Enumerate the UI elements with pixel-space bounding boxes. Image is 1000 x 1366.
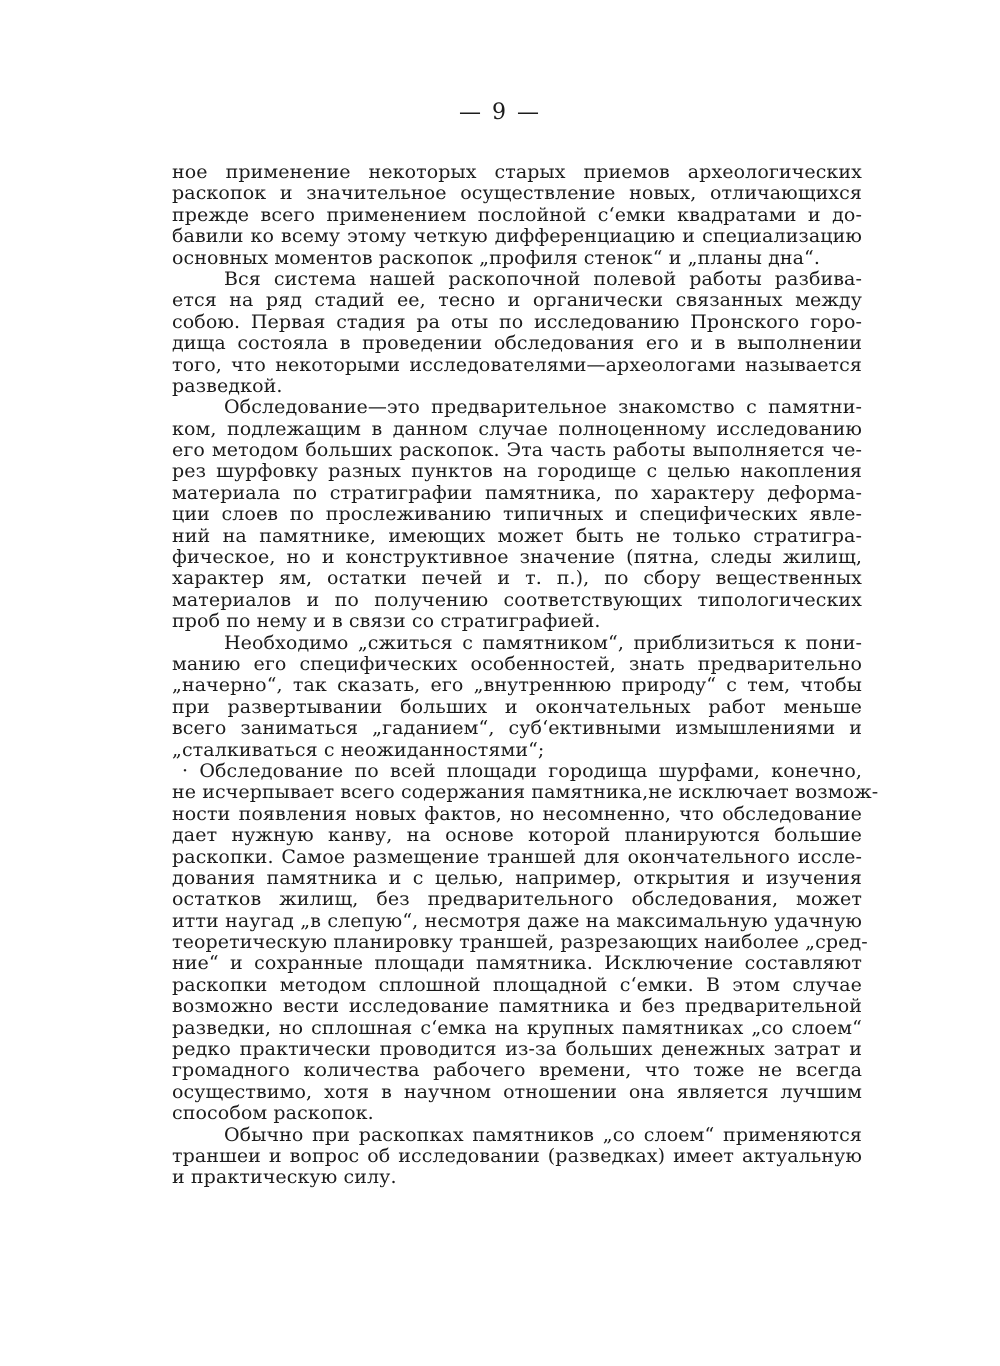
text-line: итти наугад „в слепую“, несмотря даже на максимальную удачную: [172, 909, 862, 932]
text-line: рез шурфовку разных пунктов на городище с целью накопления: [172, 460, 862, 483]
paragraph-6: [172, 1125, 862, 1189]
text-line: не исчерпывает всего содержания памятника,не исключает возмож-: [172, 781, 879, 804]
paragraph-3: [172, 397, 862, 632]
paragraph-2: [172, 269, 862, 397]
text-line: · Обследование по всей площади городища шурфами, конечно,: [182, 759, 862, 782]
text-line: материала по стратиграфии памятника, по характеру деформа-: [172, 481, 862, 504]
text-line: прежде всего применением послойной с‘емки квадратами и до-: [172, 203, 862, 226]
text-line: Обычно при раскопках памятников „со слоем“ применяются: [224, 1123, 862, 1146]
text-line: „сталкиваться с неожиданностями“;: [172, 738, 545, 761]
text-line: разведки, но сплошная с‘емка на крупных памятниках „со слоем“: [172, 1016, 862, 1039]
text-line: остатков жилищ, без предварительного обследования, может: [172, 888, 862, 911]
text-line: Вся система нашей раскопочной полевой работы разбива-: [224, 267, 862, 290]
text-line: дает нужную канву, на основе которой планируются большие: [172, 824, 862, 847]
text-line: ции слоев по прослеживанию типичных и специфических явле-: [172, 503, 862, 526]
text-line: способом раскопок.: [172, 1102, 374, 1125]
text-line: „начерно“, так сказать, его „внутреннюю природу“ с тем, чтобы: [172, 674, 862, 697]
text-line: характер ям, остатки печей и т. п.), по сбору вещественных: [172, 567, 862, 590]
text-line: всего заниматься „гаданием“, суб‘ективными измышлениями и: [172, 717, 862, 740]
text-line: Обследование—это предварительное знакомство с памятни-: [224, 396, 862, 419]
text-line: раскопки. Самое размещение траншей для окончательного иссле-: [172, 845, 862, 868]
text-line: ние“ и сохранные площади памятника. Исключение составляют: [172, 952, 862, 975]
text-line: собою. Первая стадия ра оты по исследованию Пронского горо-: [172, 310, 862, 333]
paragraph-5: [172, 759, 879, 1125]
page-number: — 9 —: [459, 100, 541, 125]
text-line: его методом больших раскопок. Эта часть работы выполняется че-: [172, 439, 862, 462]
text-line: основных моментов раскопок „профиля стенок“ и „планы дна“.: [172, 246, 821, 269]
text-line: дования памятника и с целью, например, открытия и изучения: [172, 866, 862, 889]
text-line: ком, подлежащим в данном случае полноценному исследованию: [172, 417, 862, 440]
text-line: ний на памятнике, имеющих может быть не только стратигра-: [172, 524, 862, 547]
text-line: громадного количества рабочего времени, что тоже не всегда: [172, 1059, 862, 1082]
text-line: дища состояла в проведении обследования его и в выполнении: [172, 332, 862, 355]
paragraph-4: [172, 633, 862, 761]
text-line: раскопок и значительное осуществление новых, отличающихся: [172, 182, 862, 205]
text-line: проб по нему и в связи со стратиграфией.: [172, 610, 601, 633]
paragraph-1: [172, 162, 862, 269]
text-line: и практическую силу.: [172, 1166, 397, 1189]
text-line: траншеи и вопрос об исследовании (разведках) имеет актуальную: [172, 1144, 862, 1167]
text-line: ности появления новых фактов, но несомненно, что обследование: [172, 802, 862, 825]
text-line: осуществимо, хотя в научном отношении она является лучшим: [172, 1080, 862, 1103]
text-line: бавили ко всему этому четкую дифференциацию и специализацию: [172, 225, 862, 248]
text-line: того, что некоторыми исследователями—археологами называется: [172, 353, 862, 376]
text-line: редко практически проводится из-за больших денежных затрат и: [172, 1038, 862, 1061]
text-line: фическое, но и конструктивное значение (пятна, следы жилищ,: [172, 546, 862, 569]
text-line: при развертывании больших и окончательных работ меньше: [172, 695, 862, 718]
text-line: раскопки методом сплошной площадной с‘емки. В этом случае: [172, 973, 862, 996]
text-line: ется на ряд стадий ее, тесно и органически связанных между: [172, 289, 862, 312]
text-line: материалов и по получению соответствующих типологических: [172, 588, 862, 611]
text-line: ное применение некоторых старых приемов археологических: [172, 161, 862, 183]
text-line: манию его специфических особенностей, знать предварительно: [172, 652, 862, 675]
page-text: [172, 161, 879, 1189]
text-line: разведкой.: [172, 374, 283, 397]
text-line: Необходимо „сжиться с памятником“, приблизиться к пони-: [224, 631, 862, 654]
text-line: возможно вести исследование памятника и без предварительной: [172, 995, 862, 1018]
text-line: теоретическую планировку траншей, разрезающих наиболее „сред-: [172, 931, 868, 954]
